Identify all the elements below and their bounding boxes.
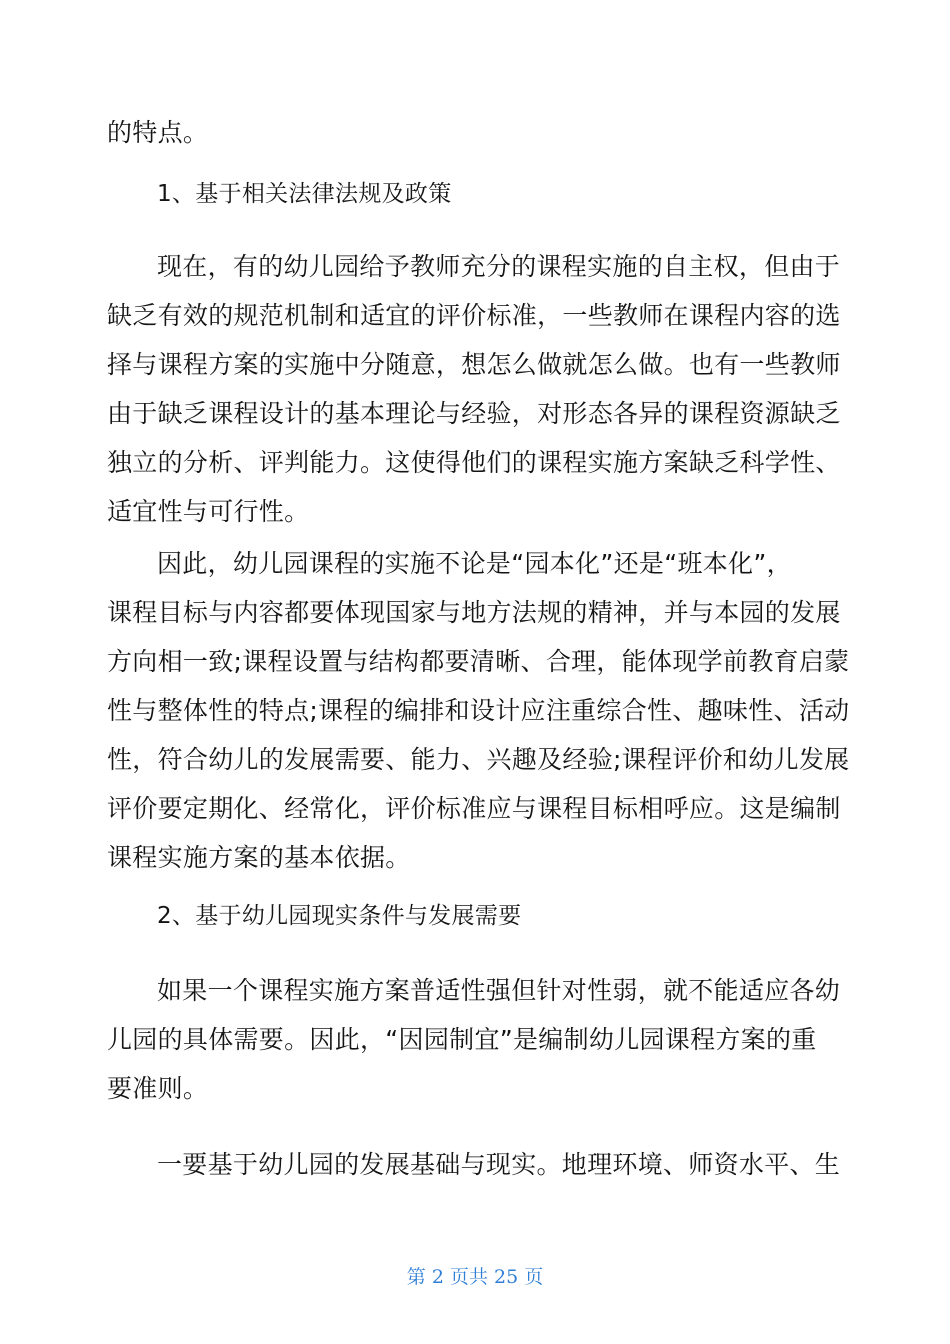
section-heading-1 — [157, 170, 452, 219]
text-line: 方向相一致;课程设置与结构都要清晰、合理，能体现学前教育启蒙 — [107, 647, 850, 676]
paragraph — [157, 1140, 840, 1189]
text-line: 独立的分析、评判能力。这使得他们的课程实施方案缺乏科学性、 — [107, 448, 841, 477]
heading-text: 2、基于幼儿园现实条件与发展需要 — [157, 903, 522, 929]
text-line: 现在，有的幼儿园给予教师充分的课程实施的自主权，但由于 — [157, 252, 841, 281]
text-line: 课程实施方案的基本依据。 — [107, 843, 411, 872]
text-line: 因此，幼儿园课程的实施不论是“园本化”还是“班本化”， — [157, 549, 792, 578]
text-line: 如果一个课程实施方案普适性强但针对性弱，就不能适应各幼 — [157, 976, 841, 1005]
text-line: 评价要定期化、经常化，评价标准应与课程目标相呼应。这是编制 — [107, 794, 841, 823]
page-footer: 第 2 页共 25 页 — [406, 1266, 544, 1288]
paragraph — [107, 242, 841, 536]
paragraph — [107, 539, 849, 882]
text-line: 适宜性与可行性。 — [107, 497, 310, 526]
heading-text: 1、基于相关法律法规及政策 — [157, 181, 452, 207]
text-line: 一要基于幼儿园的发展基础与现实。地理环境、师资水平、生 — [157, 1150, 841, 1179]
paragraph-continuation — [107, 108, 208, 157]
section-heading-2 — [157, 892, 521, 941]
text-line: 课程目标与内容都要体现国家与地方法规的精神，并与本园的发展 — [107, 598, 841, 627]
paragraph — [107, 966, 840, 1113]
text-line: 的特点。 — [107, 118, 209, 147]
text-line: 性，符合幼儿的发展需要、能力、兴趣及经验;课程评价和幼儿发展 — [107, 745, 850, 774]
text-line: 性与整体性的特点;课程的编排和设计应注重综合性、趣味性、活动 — [107, 696, 850, 725]
text-line: 儿园的具体需要。因此，“因园制宜”是编制幼儿园课程方案的重 — [107, 1025, 817, 1054]
text-line: 由于缺乏课程设计的基本理论与经验，对形态各异的课程资源缺乏 — [107, 399, 841, 428]
text-line: 缺乏有效的规范机制和适宜的评价标准，一些教师在课程内容的选 — [107, 301, 841, 330]
text-line: 择与课程方案的实施中分随意，想怎么做就怎么做。也有一些教师 — [107, 350, 841, 379]
text-line: 要准则。 — [107, 1074, 209, 1103]
